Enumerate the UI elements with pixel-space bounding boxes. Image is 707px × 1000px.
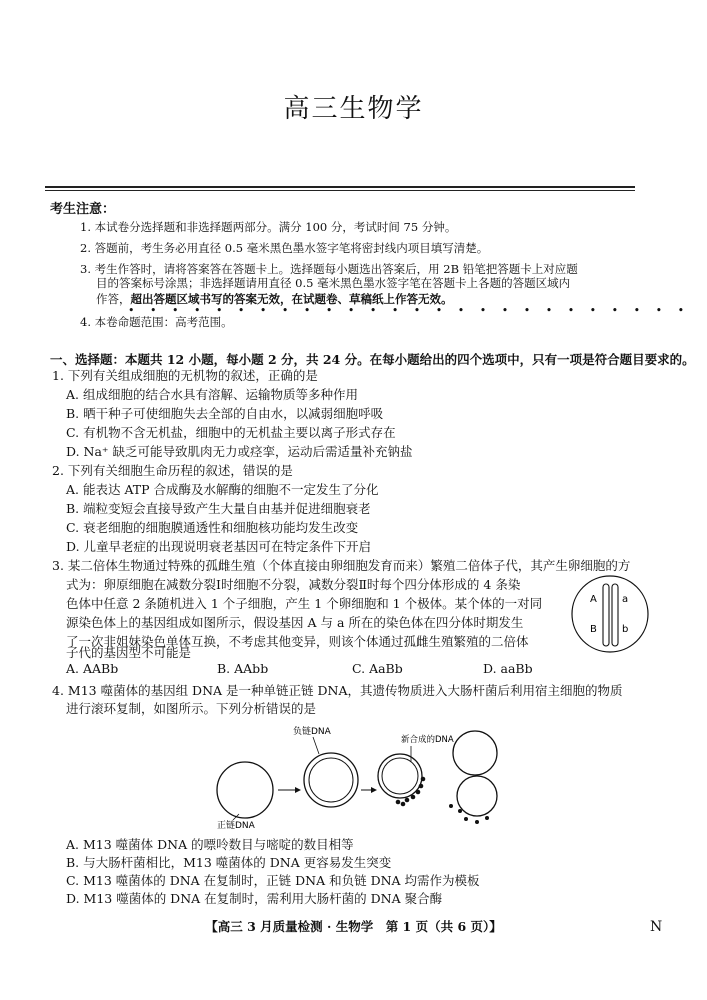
- rolling-circle-figure: [215, 718, 515, 833]
- question-4-option: A. M13 噬菌体 DNA 的嘌呤数目与嘧啶的数目相等: [66, 837, 354, 852]
- question-4-stem: 进行滚环复制，如图所示。下列分析错误的是: [66, 701, 317, 716]
- gene-label: A: [590, 594, 597, 605]
- question-3-stem: 源染色体上的基因组成如图所示，假设基因 A 与 a 所在的染色体在四分体时期发生: [66, 615, 524, 630]
- corner-mark: N: [650, 919, 663, 935]
- question-1-stem: 1. 下列有关组成细胞的无机物的叙述，正确的是: [52, 368, 318, 383]
- figure-label: 正链DNA: [217, 821, 255, 831]
- question-3-option: A. AABb: [66, 661, 119, 676]
- chromosome-figure: [565, 572, 655, 656]
- gene-label: a: [622, 594, 629, 605]
- notice-item-prefix: 作答，: [96, 292, 131, 306]
- question-2-stem: 2. 下列有关细胞生命历程的叙述，错误的是: [52, 463, 293, 478]
- page-footer: 【高三 3 月质量检测 · 生物学 第 1 页（共 6 页）】: [205, 919, 502, 934]
- question-2-option: A. 能表达 ATP 合成酶及水解酶的细胞不一定发生了分化: [66, 482, 379, 497]
- gene-label: b: [622, 624, 629, 635]
- emphasis-dots: • • • • • • • • • • • • • • • • • • • • • • • • • •: [128, 304, 691, 317]
- question-3-stem: 式为：卵原细胞在减数分裂Ⅰ时细胞不分裂，减数分裂Ⅱ时每个四分体形成的 4 条染: [66, 577, 521, 592]
- header-rule-thin: [45, 190, 635, 191]
- question-1-option: D. Na⁺ 缺乏可能导致肌肉无力或痉挛，运动后需适量补充钠盐: [66, 444, 413, 459]
- section-title: 一、选择题：本题共 12 小题，每小题 2 分，共 24 分。在每小题给出的四个选项中，只有一项是符合题目要求的。: [50, 352, 695, 367]
- figure-label: 新合成的DNA: [401, 735, 454, 745]
- header-rule: [45, 186, 635, 188]
- question-3-stem: 子代的基因型不可能是: [66, 645, 192, 660]
- question-4-option: C. M13 噬菌体的 DNA 在复制时，正链 DNA 和负链 DNA 均需作为模板: [66, 873, 480, 888]
- gene-label: B: [590, 624, 597, 635]
- question-3-stem: 色体中任意 2 条随机进入 1 个子细胞，产生 1 个卵细胞和 1 个极体。某个体的一对同: [66, 596, 543, 611]
- notice-item: 2. 答题前，考生务必用直径 0.5 毫米黑色墨水签字笔将密封线内项目填写清楚。: [80, 241, 489, 255]
- notice-item: 1. 本试卷分选择题和非选择题两部分。满分 100 分，考试时间 75 分钟。: [80, 220, 457, 234]
- notice-heading: 考生注意：: [50, 202, 116, 217]
- question-4-option: B. 与大肠杆菌相比，M13 噬菌体的 DNA 更容易发生突变: [66, 855, 392, 870]
- question-3-option: C. AaBb: [352, 661, 403, 676]
- question-2-option: B. 端粒变短会直接导致产生大量自由基并促进细胞衰老: [66, 501, 371, 516]
- question-2-option: D. 儿童早老症的出现说明衰老基因可在特定条件下开启: [66, 539, 372, 554]
- notice-item: 目的答案标号涂黑；非选择题请用直径 0.5 毫米黑色墨水签字笔在答题卡上各题的答题区域内: [96, 276, 571, 290]
- question-3-stem: 3. 某二倍体生物通过特殊的孤雌生殖（个体直接由卵细胞发育而来）繁殖二倍体子代，其产生卵细胞的方: [52, 558, 631, 573]
- question-1-option: B. 晒干种子可使细胞失去全部的自由水，以减弱细胞呼吸: [66, 406, 384, 421]
- figure-label: 负链DNA: [293, 727, 331, 737]
- question-1-option: C. 有机物不含无机盐，细胞中的无机盐主要以离子形式存在: [66, 425, 396, 440]
- question-3-stem: 了一次非姐妹染色单体互换，不考虑其他变异，则该个体通过孤雌生殖繁殖的二倍体: [66, 634, 529, 649]
- question-2-option: C. 衰老细胞的细胞膜通透性和细胞核功能均发生改变: [66, 520, 359, 535]
- page-title: 高三生物学: [283, 94, 424, 124]
- notice-item: 3. 考生作答时，请将答案答在答题卡上。选择题每小题选出答案后，用 2B 铅笔把答题卡上对应题: [80, 262, 578, 276]
- question-3-option: D. aaBb: [483, 661, 533, 676]
- question-1-option: A. 组成细胞的结合水具有溶解、运输物质等多种作用: [66, 387, 358, 402]
- notice-emphasis: 超出答题区域书写的答案无效，在试题卷、草稿纸上作答无效。: [130, 292, 453, 306]
- notice-item: 4. 本卷命题范围：高考范围。: [80, 315, 233, 329]
- question-4-option: D. M13 噬菌体的 DNA 在复制时，需利用大肠杆菌的 DNA 聚合酶: [66, 891, 443, 906]
- question-4-stem: 4. M13 噬菌体的基因组 DNA 是一种单链正链 DNA，其遗传物质进入大肠杆菌后利用宿主细胞的物质: [52, 683, 623, 698]
- question-3-option: B. AAbb: [217, 661, 269, 676]
